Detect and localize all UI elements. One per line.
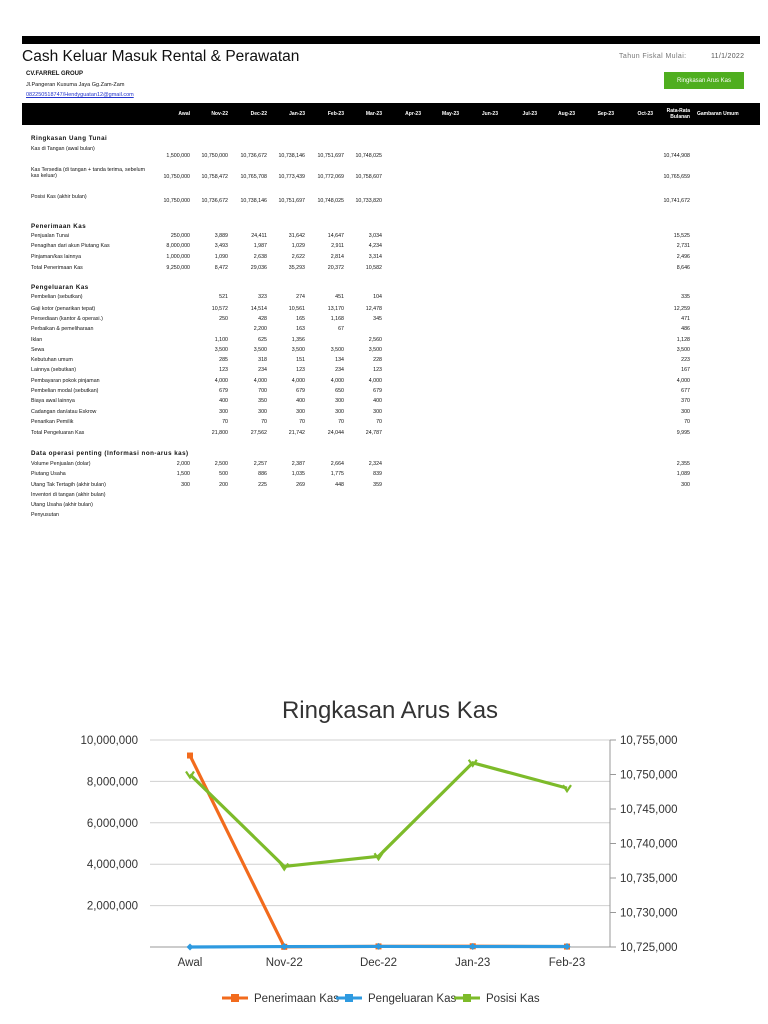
table-cell[interactable]: 225 bbox=[258, 482, 267, 488]
company-address: Jl.Pangeran Kusuma Jaya Gg.Zam-Zam bbox=[26, 82, 125, 88]
table-cell[interactable]: 345 bbox=[373, 316, 382, 322]
table-cell[interactable]: 2,638 bbox=[253, 254, 267, 260]
table-cell[interactable]: 448 bbox=[335, 482, 344, 488]
table-cell[interactable]: 250,000 bbox=[170, 233, 190, 239]
table-cell[interactable]: 10,738,146 bbox=[240, 198, 267, 204]
column-header: Jan-23 bbox=[289, 111, 305, 117]
table-cell[interactable]: 250 bbox=[219, 316, 228, 322]
column-header: May-23 bbox=[442, 111, 459, 117]
y-left-tick-label: 8,000,000 bbox=[86, 776, 138, 789]
legend-label: Posisi Kas bbox=[486, 993, 540, 1005]
legend-marker bbox=[345, 994, 353, 1002]
table-cell[interactable]: 679 bbox=[219, 388, 228, 394]
table-cell[interactable]: 13,170 bbox=[327, 306, 344, 312]
table-cell[interactable]: 1,356 bbox=[291, 337, 305, 343]
table-cell[interactable]: 165 bbox=[296, 316, 305, 322]
series-line bbox=[190, 763, 567, 867]
monthly-average-cell[interactable]: 300 bbox=[681, 409, 690, 415]
table-cell[interactable]: 521 bbox=[219, 294, 228, 300]
monthly-average-cell[interactable]: 4,000 bbox=[676, 378, 690, 384]
y-left-tick-label: 6,000,000 bbox=[86, 817, 138, 830]
fiscal-year-label: Tahun Fiskal Mulai: bbox=[619, 53, 687, 60]
table-cell[interactable]: 67 bbox=[338, 326, 344, 332]
table-cell[interactable]: 10,733,820 bbox=[355, 198, 382, 204]
y-right-tick-label: 10,745,000 bbox=[620, 804, 678, 816]
table-cell[interactable]: 123 bbox=[373, 367, 382, 373]
table-cell[interactable]: 29,036 bbox=[250, 265, 267, 271]
table-cell[interactable]: 10,736,672 bbox=[240, 153, 267, 159]
table-cell[interactable]: 1,500 bbox=[176, 471, 190, 477]
legend-label: Penerimaan Kas bbox=[254, 993, 340, 1005]
chart-title: Ringkasan Arus Kas bbox=[281, 697, 499, 724]
legend-marker bbox=[463, 994, 471, 1002]
monthly-average-cell[interactable]: 8,646 bbox=[676, 265, 690, 271]
table-cell[interactable]: 2,664 bbox=[330, 461, 344, 467]
table-cell[interactable]: 27,562 bbox=[250, 430, 267, 436]
series-line bbox=[190, 756, 567, 947]
table-cell[interactable]: 2,814 bbox=[330, 254, 344, 260]
table-cell[interactable]: 20,372 bbox=[327, 265, 344, 271]
table-cell[interactable]: 3,500 bbox=[291, 347, 305, 353]
table-cell[interactable]: 10,748,025 bbox=[355, 153, 382, 159]
x-tick-label: Jan-23 bbox=[455, 957, 491, 969]
table-cell[interactable]: 10,750,000 bbox=[163, 198, 190, 204]
monthly-average-cell[interactable]: 10,765,659 bbox=[663, 174, 690, 180]
page-title: Cash Keluar Masuk Rental & Perawatan bbox=[22, 48, 300, 65]
y-right-tick-label: 10,735,000 bbox=[620, 873, 678, 885]
table-cell[interactable]: 4,000 bbox=[214, 378, 228, 384]
table-cell[interactable]: 2,387 bbox=[291, 461, 305, 467]
table-cell[interactable]: 163 bbox=[296, 326, 305, 332]
table-cell[interactable]: 625 bbox=[258, 337, 267, 343]
table-cell[interactable]: 8,000,000 bbox=[166, 243, 190, 249]
table-cell[interactable]: 70 bbox=[338, 419, 344, 425]
cashflow-chart-svg bbox=[60, 690, 720, 1020]
table-cell[interactable]: 2,324 bbox=[368, 461, 382, 467]
table-cell[interactable]: 3,314 bbox=[368, 254, 382, 260]
y-left-tick-label: 4,000,000 bbox=[86, 859, 138, 872]
row-label: Kas di Tangan (awal bulan) bbox=[31, 146, 95, 152]
table-cell[interactable]: 1,987 bbox=[253, 243, 267, 249]
row-label: Penagihan dari akun Piutang Kas bbox=[31, 243, 110, 249]
monthly-average-cell[interactable]: 223 bbox=[681, 357, 690, 363]
table-cell[interactable]: 4,000 bbox=[253, 378, 267, 384]
column-header-row bbox=[22, 103, 760, 125]
table-cell[interactable]: 700 bbox=[258, 388, 267, 394]
data-point bbox=[187, 753, 193, 759]
monthly-average-cell[interactable]: 15,525 bbox=[673, 233, 690, 239]
row-label: Persediaan (kantor & operasi.) bbox=[31, 316, 103, 322]
row-label: Pembelian (sebutkan) bbox=[31, 294, 83, 300]
table-cell[interactable]: 300 bbox=[335, 409, 344, 415]
table-cell[interactable]: 10,738,146 bbox=[278, 153, 305, 159]
table-cell[interactable]: 285 bbox=[219, 357, 228, 363]
cashflow-summary-button[interactable]: Ringkasan Arus Kas bbox=[664, 72, 744, 89]
company-name: CV.FARREL GROUP bbox=[26, 71, 84, 77]
table-cell[interactable]: 300 bbox=[219, 409, 228, 415]
table-cell[interactable]: 70 bbox=[299, 419, 305, 425]
row-label: Utang Usaha (akhir bulan) bbox=[31, 502, 93, 508]
row-label: Kas Tersedia (di tangan + tanda terima, sebelum kas keluar) bbox=[31, 167, 145, 180]
table-cell[interactable]: 21,800 bbox=[211, 430, 228, 436]
table-cell[interactable]: 10,748,025 bbox=[317, 198, 344, 204]
monthly-average-cell[interactable]: 2,496 bbox=[676, 254, 690, 260]
table-cell[interactable]: 274 bbox=[296, 294, 305, 300]
table-cell[interactable]: 2,911 bbox=[331, 243, 344, 249]
table-cell[interactable]: 24,787 bbox=[365, 430, 382, 436]
x-tick-label: Nov-22 bbox=[265, 957, 303, 969]
monthly-average-cell[interactable]: 2,731 bbox=[676, 243, 690, 249]
table-cell[interactable]: 350 bbox=[258, 398, 267, 404]
table-cell[interactable]: 1,035 bbox=[291, 471, 305, 477]
column-header: Jun-23 bbox=[481, 111, 498, 117]
table-cell[interactable]: 3,500 bbox=[253, 347, 267, 353]
column-header: Sep-23 bbox=[597, 111, 614, 117]
table-cell[interactable]: 1,100 bbox=[214, 337, 228, 343]
table-cell[interactable]: 10,582 bbox=[365, 265, 382, 271]
table-cell[interactable]: 1,168 bbox=[330, 316, 344, 322]
table-cell[interactable]: 1,000,000 bbox=[166, 254, 190, 260]
table-cell[interactable]: 1,775 bbox=[330, 471, 344, 477]
row-label: Total Penerimaan Kas bbox=[31, 265, 83, 271]
row-label: Iklan bbox=[31, 337, 43, 343]
monthly-average-cell[interactable]: 1,089 bbox=[676, 471, 690, 477]
column-header: Oct-23 bbox=[637, 111, 653, 117]
table-cell[interactable]: 4,234 bbox=[368, 243, 382, 249]
row-label: Penarikan Pemilik bbox=[31, 419, 74, 425]
table-cell[interactable]: 21,742 bbox=[288, 430, 305, 436]
row-label: Inventori di tangan (akhir bulan) bbox=[31, 492, 106, 498]
table-cell[interactable]: 10,758,472 bbox=[201, 174, 228, 180]
table-cell[interactable]: 300 bbox=[258, 409, 267, 415]
row-label: Posisi Kas (akhir bulan) bbox=[31, 194, 87, 200]
table-cell[interactable]: 3,500 bbox=[368, 347, 382, 353]
table-cell[interactable]: 886 bbox=[258, 471, 267, 477]
row-label: Penjualan Tunai bbox=[31, 233, 69, 239]
table-cell[interactable]: 3,493 bbox=[214, 243, 228, 249]
table-cell[interactable]: 200 bbox=[219, 482, 228, 488]
table-cell[interactable]: 650 bbox=[335, 388, 344, 394]
monthly-average-cell[interactable]: 486 bbox=[681, 326, 690, 332]
monthly-average-cell[interactable]: 10,744,908 bbox=[663, 153, 690, 159]
monthly-average-cell[interactable]: 9,995 bbox=[676, 430, 690, 436]
row-label: Volume Penjualan (dolar) bbox=[31, 461, 91, 467]
table-cell[interactable]: 104 bbox=[373, 294, 382, 300]
column-header: Apr-23 bbox=[405, 111, 421, 117]
table-cell[interactable]: 10,772,069 bbox=[317, 174, 344, 180]
table-cell[interactable]: 3,500 bbox=[214, 347, 228, 353]
table-cell[interactable]: 839 bbox=[373, 471, 382, 477]
section-title: Ringkasan Uang Tunai bbox=[31, 135, 108, 142]
monthly-average-cell[interactable]: 70 bbox=[684, 419, 690, 425]
table-cell[interactable]: 2,622 bbox=[291, 254, 305, 260]
table-cell[interactable]: 228 bbox=[373, 357, 382, 363]
row-label: Pembelian modal (sebutkan) bbox=[31, 388, 99, 394]
table-cell[interactable]: 2,000 bbox=[176, 461, 190, 467]
section-title: Penerimaan Kas bbox=[31, 223, 87, 230]
table-cell[interactable]: 400 bbox=[219, 398, 228, 404]
row-label: Pinjaman/kas lainnya bbox=[31, 254, 82, 260]
table-cell[interactable]: 10,765,708 bbox=[240, 174, 267, 180]
monthly-average-cell[interactable]: 2,355 bbox=[676, 461, 690, 467]
table-cell[interactable]: 1,090 bbox=[214, 254, 228, 260]
table-cell[interactable]: 14,647 bbox=[327, 233, 344, 239]
column-header: Gambaran Umum bbox=[697, 111, 739, 117]
fiscal-year-value[interactable]: 11/1/2022 bbox=[711, 53, 745, 60]
table-cell[interactable]: 1,029 bbox=[291, 243, 305, 249]
y-left-tick-label: 10,000,000 bbox=[80, 735, 138, 747]
table-cell[interactable]: 10,736,672 bbox=[201, 198, 228, 204]
data-point bbox=[187, 944, 194, 951]
contact-link[interactable]: 082250518747/Hendyguatan12@gmail.com bbox=[26, 92, 134, 98]
table-cell[interactable]: 2,200 bbox=[253, 326, 267, 332]
monthly-average-cell[interactable]: 300 bbox=[681, 482, 690, 488]
table-cell[interactable]: 300 bbox=[296, 409, 305, 415]
table-cell[interactable]: 2,257 bbox=[253, 461, 267, 467]
table-cell[interactable]: 679 bbox=[373, 388, 382, 394]
table-cell[interactable]: 300 bbox=[181, 482, 190, 488]
y-right-tick-label: 10,725,000 bbox=[620, 942, 678, 954]
legend-label: Pengeluaran Kas bbox=[368, 993, 457, 1005]
y-right-tick-label: 10,740,000 bbox=[620, 838, 678, 851]
table-cell[interactable]: 134 bbox=[335, 357, 344, 363]
table-cell[interactable]: 8,472 bbox=[214, 265, 228, 271]
table-cell[interactable]: 123 bbox=[219, 367, 228, 373]
y-right-tick-label: 10,755,000 bbox=[620, 735, 678, 747]
table-cell[interactable]: 323 bbox=[258, 294, 267, 300]
table-cell[interactable]: 1,500,000 bbox=[166, 153, 190, 159]
monthly-average-cell[interactable]: 3,500 bbox=[676, 347, 690, 353]
row-label: Total Pengeluaran Kas bbox=[31, 430, 85, 436]
row-label: Biaya awal lainnya bbox=[31, 398, 75, 404]
table-cell[interactable]: 2,500 bbox=[214, 461, 228, 467]
monthly-average-cell[interactable]: 1,128 bbox=[676, 337, 690, 343]
table-cell[interactable]: 10,750,000 bbox=[163, 174, 190, 180]
table-cell[interactable]: 2,560 bbox=[368, 337, 382, 343]
table-cell[interactable]: 70 bbox=[261, 419, 267, 425]
table-cell[interactable]: 428 bbox=[258, 316, 267, 322]
table-cell[interactable]: 24,411 bbox=[251, 233, 267, 239]
table-cell[interactable]: 24,044 bbox=[327, 430, 344, 436]
table-cell[interactable]: 679 bbox=[296, 388, 305, 394]
legend-marker bbox=[231, 994, 239, 1002]
table-cell[interactable]: 151 bbox=[296, 357, 305, 363]
table-cell[interactable]: 3,889 bbox=[214, 233, 228, 239]
x-tick-label: Feb-23 bbox=[548, 957, 586, 969]
table-cell[interactable]: 10,773,439 bbox=[278, 174, 305, 180]
row-label: Penyusutan bbox=[31, 512, 59, 518]
table-cell[interactable]: 10,758,607 bbox=[355, 174, 382, 180]
row-label: Kebutuhan umum bbox=[31, 357, 73, 363]
row-label: Gaji kotor (penarikan tepat) bbox=[31, 306, 96, 312]
column-header: Aug-23 bbox=[558, 111, 575, 117]
row-label: Sewa bbox=[31, 347, 45, 353]
section-title: Pengeluaran Kas bbox=[31, 284, 89, 291]
y-left-tick-label: 2,000,000 bbox=[86, 900, 138, 913]
monthly-average-cell[interactable]: 12,259 bbox=[673, 306, 690, 312]
column-header: Nov-22 bbox=[211, 111, 228, 117]
monthly-average-cell[interactable]: 167 bbox=[681, 367, 690, 373]
table-cell[interactable]: 500 bbox=[219, 471, 228, 477]
table-cell[interactable]: 4,000 bbox=[368, 378, 382, 384]
monthly-average-cell[interactable]: 10,741,672 bbox=[663, 198, 690, 204]
column-header: Jul-23 bbox=[522, 111, 537, 117]
row-label: Lainnya (sebutkan) bbox=[31, 367, 77, 373]
row-label: Utang Tak Tertagih (akhir bulan) bbox=[31, 482, 106, 488]
table-cell[interactable]: 3,500 bbox=[330, 347, 344, 353]
table-cell[interactable]: 4,000 bbox=[291, 378, 305, 384]
table-cell[interactable]: 300 bbox=[373, 409, 382, 415]
column-header: Mar-23 bbox=[365, 111, 382, 117]
table-cell[interactable]: 3,034 bbox=[368, 233, 382, 239]
table-cell[interactable]: 359 bbox=[373, 482, 382, 488]
column-header: Dec-22 bbox=[250, 111, 267, 117]
column-header: Feb-23 bbox=[327, 111, 344, 117]
table-cell[interactable]: 10,750,000 bbox=[201, 153, 228, 159]
table-cell[interactable]: 10,572 bbox=[211, 306, 228, 312]
row-label: Perbaikan & pemeliharaan bbox=[31, 326, 94, 332]
table-cell[interactable]: 300 bbox=[335, 398, 344, 404]
column-header: Rata-Rata Bulanan bbox=[666, 108, 690, 120]
x-tick-label: Dec-22 bbox=[359, 957, 398, 969]
table-cell[interactable]: 70 bbox=[222, 419, 228, 425]
table-cell[interactable]: 9,250,000 bbox=[166, 265, 190, 271]
table-cell[interactable]: 269 bbox=[296, 482, 305, 488]
monthly-average-cell[interactable]: 335 bbox=[681, 294, 690, 300]
table-cell[interactable]: 10,561 bbox=[288, 306, 305, 312]
table-cell[interactable]: 318 bbox=[258, 357, 267, 363]
table-cell[interactable]: 35,293 bbox=[288, 265, 305, 271]
column-header: Awal bbox=[178, 111, 190, 117]
table-cell[interactable]: 31,642 bbox=[288, 233, 305, 239]
table-cell[interactable]: 4,000 bbox=[330, 378, 344, 384]
section-title: Data operasi penting (Informasi non-arus kas) bbox=[31, 450, 189, 457]
y-right-tick-label: 10,750,000 bbox=[620, 769, 678, 782]
row-label: Cadangan dan/atau Eskrow bbox=[31, 409, 97, 415]
x-tick-label: Awal bbox=[177, 957, 203, 969]
table-cell[interactable]: 234 bbox=[258, 367, 267, 373]
row-label: Piutang Usaha bbox=[31, 471, 66, 477]
monthly-average-cell[interactable]: 370 bbox=[681, 398, 690, 404]
table-cell[interactable]: 10,751,697 bbox=[317, 153, 344, 159]
table-cell[interactable]: 234 bbox=[335, 367, 344, 373]
table-cell[interactable]: 10,751,697 bbox=[278, 198, 305, 204]
table-cell[interactable]: 70 bbox=[376, 419, 382, 425]
table-cell[interactable]: 12,478 bbox=[365, 306, 382, 312]
monthly-average-cell[interactable]: 471 bbox=[681, 316, 690, 322]
y-right-tick-label: 10,730,000 bbox=[620, 907, 678, 920]
monthly-average-cell[interactable]: 677 bbox=[681, 388, 690, 394]
table-cell[interactable]: 14,514 bbox=[250, 306, 267, 312]
row-label: Pembayaran pokok pinjaman bbox=[31, 378, 100, 384]
table-cell[interactable]: 400 bbox=[296, 398, 305, 404]
top-bar bbox=[22, 36, 760, 44]
table-cell[interactable]: 400 bbox=[373, 398, 382, 404]
table-cell[interactable]: 451 bbox=[335, 294, 344, 300]
cashflow-chart bbox=[60, 690, 720, 1020]
table-cell[interactable]: 123 bbox=[296, 367, 305, 373]
